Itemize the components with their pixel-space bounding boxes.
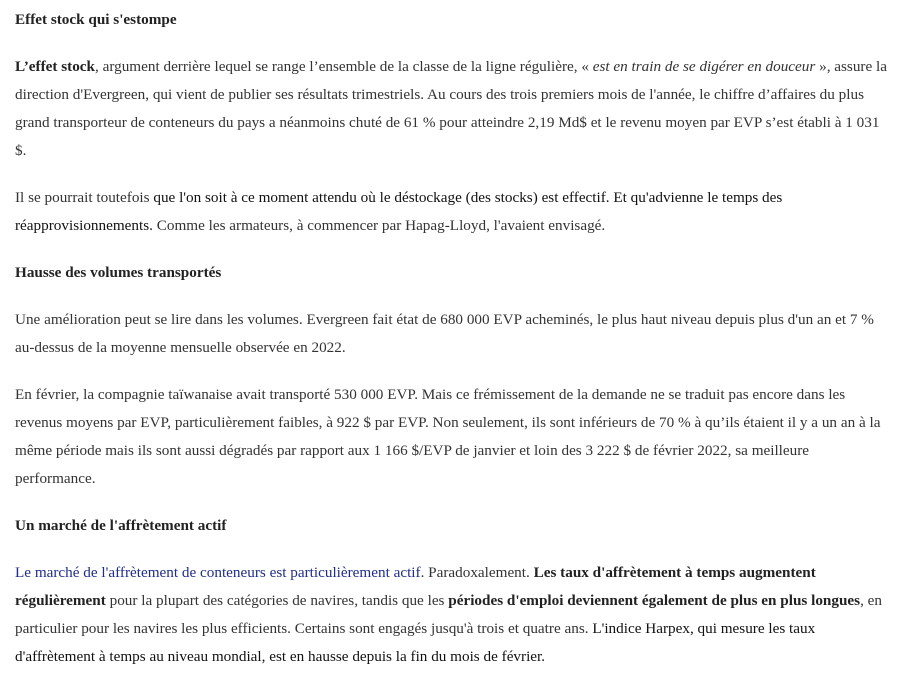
paragraph-volumes: Une amélioration peut se lire dans les volumes. Evergreen fait état de 680 000 EVP acheminés, le plus haut niveau depuis plus d'un an et 7 % au-dessus de la moyenne mensuelle observée en 2022. — [15, 311, 874, 356]
bold-text: périodes d'emploi deviennent également de plus en plus longues — [448, 592, 861, 609]
paragraph-effet-stock — [15, 53, 890, 165]
text-run: », assure la direction d'Evergreen, qui vient de publier ses résultats trimestriels. Au cours des trois premiers mois de l'année, le chiffre d’affaires du plus grand transporteur de conteneurs du pays a néanmoins chuté de 61 % pour atteindre 2,19 Md$ et le revenu moyen par EVP s’est établi à 1 031 $. — [15, 58, 887, 159]
paragraph-affretement — [15, 559, 890, 671]
paragraph-fevrier: En février, la compagnie taïwanaise avait transporté 530 000 EVP. Mais ce frémissement de la demande ne se traduit pas encore dans les revenus moyens par EVP, particulièrement faibles, à 922 $ par EVP. Non seulement, ils sont inférieurs de 70 % à qu’ils étaient il y a un an à la même période mais ils sont aussi dégradés par rapport aux 1 166 $/EVP de janvier et loin des 3 222 $ de février 2022, sa meilleure performance. — [15, 386, 881, 487]
text-run: Il se pourrait toutefois — [15, 189, 154, 206]
text-run: , en particulier pour les navires les plus efficients. Certains sont engagés jusqu'à trois et quatre ans. — [15, 592, 882, 637]
highlight-text: L'indice Harpex, qui mesure les taux d'affrètement à temps au niveau mondial, est en hausse depuis la fin du mois de février. — [15, 620, 816, 665]
italic-quote: est en train de se digérer en douceur — [592, 58, 816, 75]
section-heading-affretement: Un marché de l'affrètement actif — [15, 517, 227, 534]
text-run: Comme les armateurs, à commencer par Hapag-Lloyd, l'avaient envisagé. — [152, 217, 606, 234]
text-run: , argument derrière lequel se range l’ensemble de la classe de la ligne régulière, « — [95, 58, 593, 75]
text-run: pour la plupart des catégories de navires, tandis que les — [105, 592, 449, 609]
text-run: . Paradoxalement. — [420, 564, 534, 581]
paragraph-destockage — [15, 184, 890, 240]
bold-text: Les taux d'affrètement à temps augmentent régulièrement — [15, 564, 816, 609]
article-body — [15, 0, 890, 671]
highlight-text: que l'on soit à ce moment attendu où le déstockage (des stocks) est effectif. Et qu'advienne le temps des réapprovisionnements. — [15, 189, 783, 234]
section-heading-effet-stock: Effet stock qui s'estompe — [15, 11, 177, 28]
highlight-text-blue: Le marché de l'affrètement de conteneurs est particulièrement actif — [15, 564, 421, 581]
section-heading-volumes: Hausse des volumes transportés — [15, 264, 222, 281]
bold-lead: L’effet stock — [15, 58, 95, 75]
